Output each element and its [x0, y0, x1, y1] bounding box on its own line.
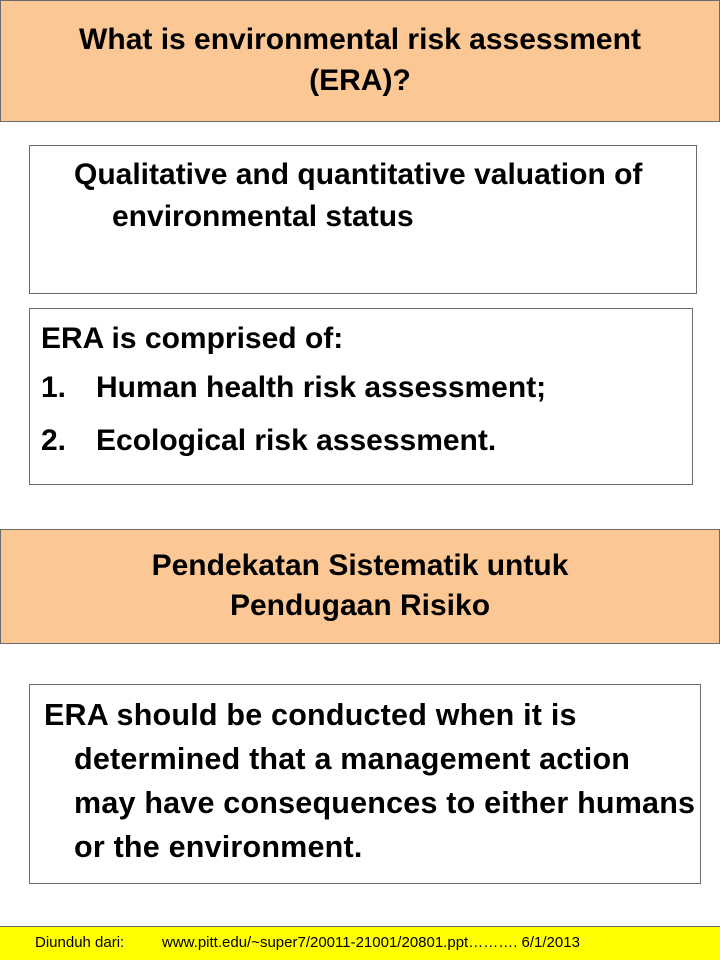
- qualitative-definition-text: Qualitative and quantitative valuation of environmental status: [74, 158, 643, 233]
- era-components-list: [41, 368, 546, 474]
- list-item-text: Human health risk assessment;: [96, 371, 547, 404]
- conduct-statement-box: [29, 684, 701, 884]
- title-line-2: (ERA)?: [309, 64, 411, 97]
- title-banner: [0, 0, 720, 122]
- era-components-box: [29, 308, 693, 485]
- title-line-1: What is environmental risk assessment: [79, 23, 641, 56]
- list-item-number: 2.: [41, 424, 67, 457]
- conduct-statement-text: ERA should be conducted when it is determined that a management action may have consequences to either humans or the environment.: [44, 698, 696, 864]
- pendekatan-heading: [1, 546, 719, 626]
- list-item-number: 1.: [41, 371, 67, 404]
- list-item-text: Ecological risk assessment.: [96, 424, 497, 457]
- pendekatan-banner: [0, 529, 720, 644]
- pendekatan-line-1: Pendekatan Sistematik untuk: [151, 549, 569, 582]
- footer-label: Diunduh dari:: [35, 934, 125, 951]
- slide-title: [1, 19, 719, 101]
- era-components-intro: ERA is comprised of:: [41, 322, 344, 355]
- list-item: [41, 421, 546, 474]
- list-item: [41, 368, 546, 421]
- pendekatan-line-2: Pendugaan Risiko: [229, 589, 491, 622]
- footer-source-link[interactable]: www.pitt.edu/~super7/20011-21001/20801.ppt………. 6/1/2013: [162, 934, 580, 951]
- source-footer: [0, 926, 720, 960]
- qualitative-definition-box: [29, 145, 697, 294]
